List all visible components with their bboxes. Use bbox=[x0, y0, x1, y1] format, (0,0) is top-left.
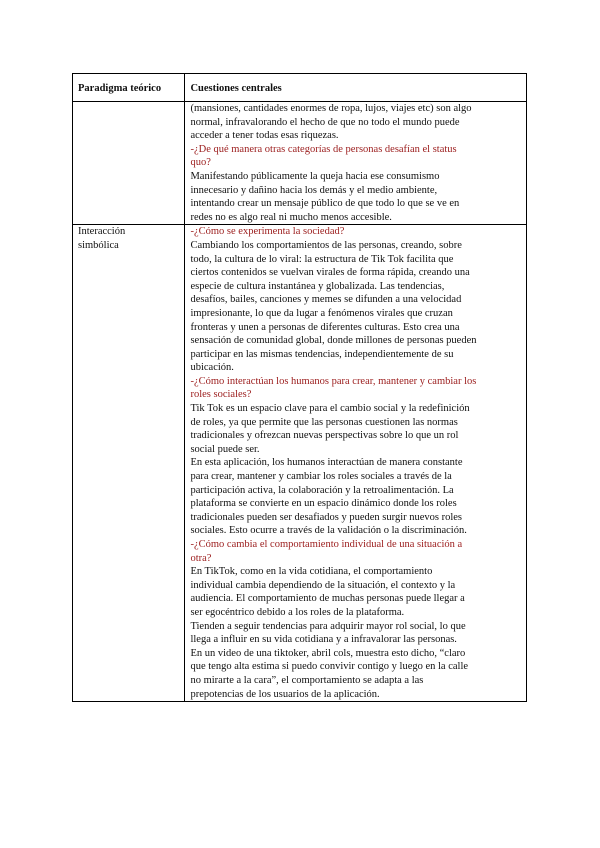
question-line: roles sociales? bbox=[190, 389, 252, 401]
question-line: -¿Cómo se experimenta la sociedad? bbox=[190, 226, 345, 238]
answer-line: desafíos, bailes, canciones y memes se difunden a una velocidad bbox=[190, 294, 462, 306]
paradigm-table bbox=[72, 73, 527, 702]
answer-line: de roles, ya que permite que las personas cuestionen las normas bbox=[190, 416, 458, 428]
answer-line: En esta aplicación, los humanos interactúan de manera constante bbox=[190, 457, 463, 469]
answer-line: En un video de una tiktoker, abril cols, muestra esto dicho, “claro bbox=[190, 647, 466, 659]
paradigm-label: Interacción bbox=[78, 226, 126, 238]
answer-line: acceder a tener todas esas riquezas. bbox=[190, 130, 339, 142]
table-row bbox=[73, 225, 527, 702]
answer-line: social puede ser. bbox=[190, 443, 260, 455]
answer-line: Cambiando los comportamientos de las personas, creando, sobre bbox=[190, 239, 462, 251]
answer-line: Tik Tok es un espacio clave para el cambio social y la redefinición bbox=[190, 403, 470, 415]
answer-line: para crear, mantener y cambiar los roles sociales a través de la bbox=[190, 471, 452, 483]
table-header-row bbox=[73, 74, 527, 102]
answer-line: participar en las mismas tendencias, independientemente de su bbox=[190, 348, 454, 360]
answer-line: (mansiones, cantidades enormes de ropa, lujos, viajes etc) son algo bbox=[190, 103, 472, 114]
paradigm-cell bbox=[73, 102, 185, 225]
answer-line: innecesario y dañino hacia los demás y el medio ambiente, bbox=[190, 184, 438, 196]
questions-cell bbox=[185, 225, 527, 702]
answer-line: Manifestando públicamente la queja hacia ese consumismo bbox=[190, 170, 440, 182]
questions-cell bbox=[185, 102, 527, 225]
answer-line: no mirarte a la cara”, el comportamiento se adapta a las bbox=[190, 674, 424, 686]
question-line: -¿De qué manera otras categorías de personas desafían el status bbox=[190, 143, 457, 155]
answer-line: redes no es algo real ni mucho menos accesible. bbox=[190, 211, 392, 223]
answer-line: especie de cultura instantánea y globalizada. Las tendencias, bbox=[190, 280, 445, 292]
answer-line: ciertos contenidos se vuelvan virales de forma rápida, creando una bbox=[190, 267, 470, 279]
answer-line: que tengo alta estima si puedo convivir contigo y luego en la calle bbox=[190, 661, 469, 673]
paradigm-cell bbox=[73, 225, 185, 702]
header-central-questions: Cuestiones centrales bbox=[185, 74, 527, 102]
header-paradigm: Paradigma teórico bbox=[73, 74, 185, 102]
answer-line: fronteras y unen a personas de diferentes culturas. Esto crea una bbox=[190, 321, 460, 333]
answer-line: audiencia. El comportamiento de muchas personas puede llegar a bbox=[190, 593, 465, 605]
answer-line: impresionante, lo que da lugar a fenómenos virales que cruzan bbox=[190, 307, 453, 319]
answer-line: ubicación. bbox=[190, 362, 234, 374]
answer-line: llega a influir en su vida cotidiana y a infravalorar las personas. bbox=[190, 634, 457, 646]
paradigm-label: simbólica bbox=[78, 239, 119, 251]
answer-line: individual cambia dependiendo de la situación, el contexto y la bbox=[190, 579, 456, 591]
answer-line: plataforma se convierte en un espacio dinámico donde los roles bbox=[190, 498, 457, 510]
answer-line: En TikTok, como en la vida cotidiana, el comportamiento bbox=[190, 566, 433, 578]
answer-line: tradicionales pueden ser desafiados y pueden surgir nuevos roles bbox=[190, 511, 463, 523]
answer-line: Tienden a seguir tendencias para adquirir mayor rol social, lo que bbox=[190, 620, 466, 632]
answer-line: todo, la cultura de lo viral: la estructura de Tik Tok facilita que bbox=[190, 253, 454, 265]
answer-line: participación activa, la colaboración y la retroalimentación. La bbox=[190, 484, 454, 496]
answer-line: intentando crear un mensaje público de que todo lo que se ve en bbox=[190, 198, 460, 210]
question-line: -¿Cómo cambia el comportamiento individual de una situación a bbox=[190, 539, 463, 550]
answer-line: normal, infravalorando el hecho de que no todo el mundo puede bbox=[190, 116, 460, 128]
table-row bbox=[73, 102, 527, 225]
answer-line: ser egocéntrico debido a los roles de la plataforma. bbox=[190, 606, 405, 618]
question-line: quo? bbox=[190, 157, 211, 169]
question-line: -¿Cómo interactúan los humanos para crear, mantener y cambiar los bbox=[190, 375, 477, 387]
answer-line: sensación de comunidad global, donde millones de personas pueden bbox=[190, 335, 477, 347]
answer-line: sociales. Esto ocurre a través de la validación o la discriminación. bbox=[190, 525, 467, 537]
answer-line: tradicionales y ofrezcan nuevas perspectivas sobre lo que un rol bbox=[190, 430, 459, 442]
question-line: otra? bbox=[190, 552, 212, 564]
answer-line: prepotencias de los usuarios de la aplicación. bbox=[190, 688, 380, 700]
